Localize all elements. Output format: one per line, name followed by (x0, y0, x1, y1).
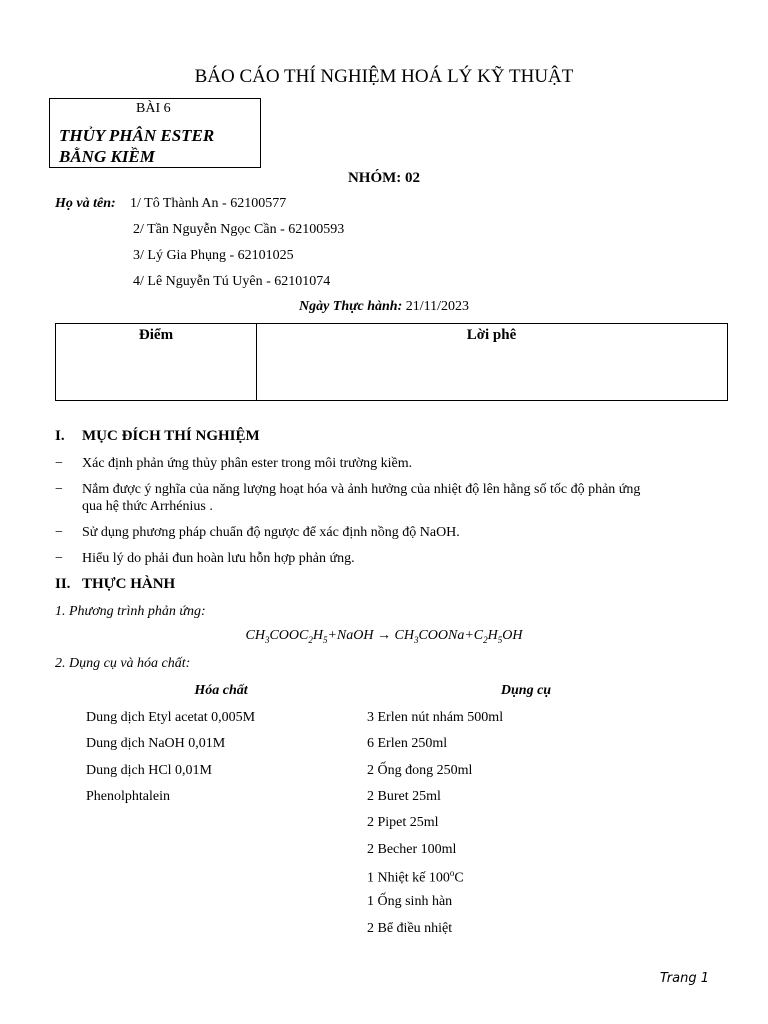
equipment-subheading: 2. Dụng cụ và hóa chất: (55, 656, 191, 671)
objective-text: Xác định phản ứng thủy phân ester trong môi trường kiềm. (82, 456, 413, 471)
lesson-number: BÀI 6 (136, 101, 171, 116)
tool-item: 3 Erlen nút nhám 500ml (367, 710, 504, 725)
member-4: 4/ Lê Nguyễn Tú Uyên - 62101074 (133, 274, 331, 289)
tool-item: 2 Buret 25ml (367, 789, 441, 804)
tools-header: Dụng cụ (500, 683, 552, 698)
objective-text: Sử dụng phương pháp chuẩn độ ngược để xác định nồng độ NaOH. (82, 525, 460, 540)
section-2-heading (55, 576, 175, 593)
objective-item (55, 456, 412, 472)
practice-date (0, 299, 768, 315)
objective-text: Nắm được ý nghĩa của năng lượng hoạt hóa và ảnh hưởng của nhiệt độ lên hằng số tốc độ phản ứng (82, 482, 641, 497)
eq-part: CH (245, 628, 265, 643)
chemicals-header: Hóa chất (194, 683, 248, 698)
eq-part: H (487, 628, 498, 643)
objective-item (55, 525, 460, 541)
bullet-dash: − (55, 482, 63, 497)
date-value: 21/11/2023 (405, 299, 470, 314)
objective-text: Hiểu lý do phải đun hoàn lưu hỗn hợp phản ứng. (82, 551, 355, 566)
bullet-dash: − (55, 456, 63, 471)
tool-item (367, 868, 464, 887)
eq-arrow: → (376, 628, 391, 643)
objective-item (55, 551, 355, 567)
member-3: 3/ Lý Gia Phụng - 62101025 (133, 248, 294, 263)
eq-part: H (312, 628, 323, 643)
eq-sub: 3 (264, 634, 270, 645)
eq-sub: 2 (308, 634, 313, 645)
reaction-subheading: 1. Phương trình phản ứng: (55, 604, 206, 619)
tool-item: 2 Pipet 25ml (367, 815, 439, 830)
score-header: Điểm (138, 327, 174, 343)
group-number: NHÓM: 02 (347, 170, 421, 186)
tool-item: 2 Ống đong 250ml (367, 763, 473, 778)
page-footer: Trang 1 (659, 971, 709, 986)
eq-part: COOC (269, 628, 309, 643)
eq-part: OH (502, 628, 523, 643)
comment-header: Lời phê (466, 327, 517, 343)
eq-sub: 2 (483, 634, 488, 645)
eq-part: CH (394, 628, 414, 643)
section-1-title: MỤC ĐÍCH THÍ NGHIỆM (82, 428, 260, 444)
tool-item: 2 Bể điều nhiệt (367, 921, 453, 936)
eq-part: COONa (418, 628, 465, 643)
members-label: Họ và tên: (55, 196, 116, 211)
section-2-number: II. (55, 576, 71, 592)
score-table (55, 323, 728, 401)
chemical-item: Dung dịch HCl 0,01M (86, 763, 212, 778)
objective-item (55, 482, 640, 498)
section-1-heading (55, 428, 260, 445)
eq-plus: + (464, 628, 474, 643)
tool-item: 2 Becher 100ml (367, 842, 457, 857)
tool-item: 6 Erlen 250ml (367, 736, 448, 751)
member-2: 2/ Tần Nguyễn Ngọc Cần - 62100593 (133, 222, 345, 237)
tool-text: 1 Nhiệt kế 100 (367, 870, 450, 886)
member-1: 1/ Tô Thành An - 62100577 (130, 196, 287, 211)
lesson-box (49, 98, 261, 168)
chemical-item: Phenolphtalein (86, 789, 170, 804)
eq-part: NaOH (336, 628, 374, 643)
chemical-item: Dung dịch Etyl acetat 0,005M (86, 710, 256, 725)
date-label: Ngày Thực hành: (298, 299, 403, 314)
eq-sub: 5 (322, 634, 328, 645)
reaction-equation (0, 628, 768, 645)
lesson-name: THỦY PHÂN ESTER BẰNG KIỀM (59, 126, 215, 166)
document-title: BÁO CÁO THÍ NGHIỆM HOÁ LÝ KỸ THUẬT (194, 66, 574, 87)
eq-plus: + (327, 628, 337, 643)
tool-item: 1 Ống sinh hàn (367, 894, 453, 909)
objective-continuation: qua hệ thức Arrhénius . (82, 499, 213, 514)
chemical-item: Dung dịch NaOH 0,01M (86, 736, 226, 751)
bullet-dash: − (55, 551, 63, 566)
eq-sub: 5 (497, 634, 503, 645)
eq-part: C (473, 628, 484, 643)
degree-sup: o (449, 868, 455, 878)
eq-sub: 3 (413, 634, 419, 645)
degree-unit: C (454, 870, 464, 886)
section-2-title: THỰC HÀNH (82, 576, 176, 592)
bullet-dash: − (55, 525, 63, 540)
section-1-number: I. (55, 428, 65, 444)
